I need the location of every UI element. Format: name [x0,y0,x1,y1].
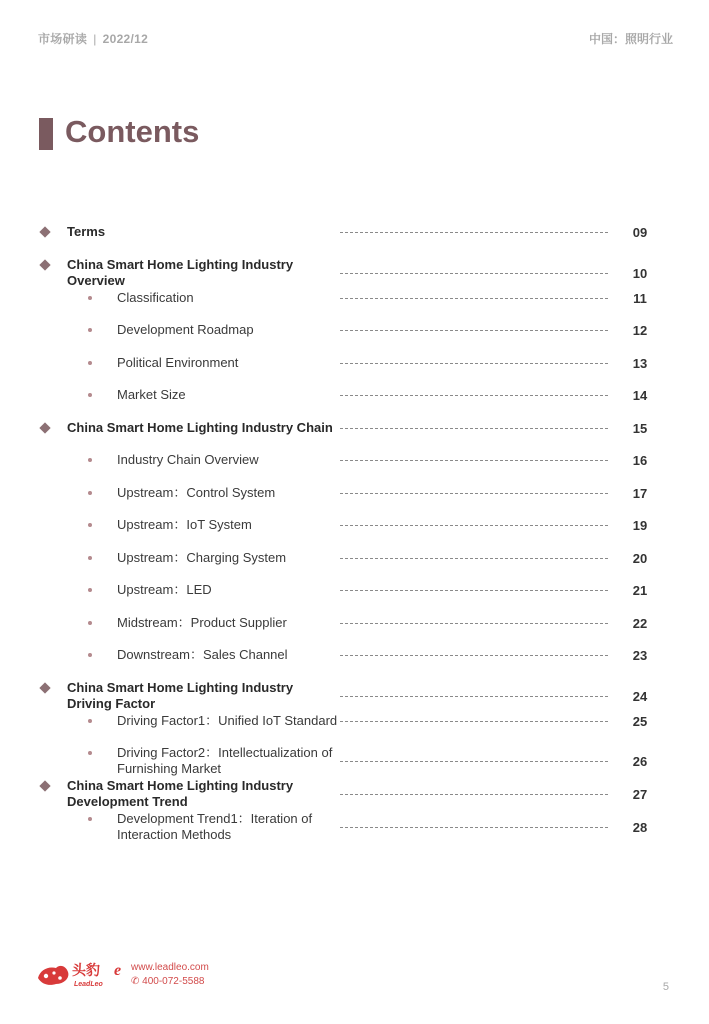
header-date: 2022/12 [102,32,149,46]
toc-subsection[interactable] [0,647,709,680]
toc-label [117,550,286,566]
toc-label [117,647,288,663]
dotted-leader [340,827,608,828]
toc-label [117,713,337,729]
dotted-leader [340,493,608,494]
toc-section[interactable] [0,778,709,811]
dot-bullet-icon [88,393,92,397]
dot-bullet-icon [88,588,92,592]
toc-label-line: Upstream：IoT System [117,517,252,532]
toc-label [67,420,333,436]
toc-subsection[interactable] [0,713,709,746]
website-link[interactable]: www.leadleo.com [131,962,209,973]
toc-subsection[interactable] [0,745,709,778]
dotted-leader [340,721,608,722]
dotted-leader [340,232,608,233]
toc-label-line: China Smart Home Lighting Industry [67,679,294,695]
toc-label [67,257,293,289]
toc-section[interactable] [0,224,709,257]
toc-label-line: China Smart Home Lighting Industry [67,256,294,272]
toc-label [117,485,275,501]
diamond-bullet-icon [39,780,50,791]
dot-bullet-icon [88,491,92,495]
toc-label-line: Interaction Methods [117,827,232,842]
toc-page-number: 12 [632,323,648,338]
toc-subsection[interactable] [0,452,709,485]
toc-page-number: 25 [632,713,648,729]
toc-label-line: Development Trend1：Iteration of [117,811,313,826]
toc-label-line: Driving Factor1：Unified IoT Standard [117,712,338,728]
toc-page-number: 28 [632,820,648,835]
toc-page-number: 20 [632,550,648,566]
toc-subsection[interactable] [0,550,709,583]
toc-label-line: Development Trend [67,794,188,809]
dot-bullet-icon [88,523,92,527]
toc-label-line: Upstream：LED [117,582,212,597]
toc-label-line: Market Size [117,387,186,402]
dot-bullet-icon [88,653,92,657]
diamond-bullet-icon [39,259,50,270]
toc-subsection[interactable] [0,485,709,518]
toc-label-line: Upstream：Control System [117,484,276,500]
toc-label-line: Terms [67,224,106,239]
toc-page-number: 26 [632,754,648,769]
toc-subsection[interactable] [0,811,709,844]
dotted-leader [340,761,608,762]
toc-label-line: Industry Chain Overview [117,452,259,467]
toc-label [117,517,252,533]
dot-bullet-icon [88,719,92,723]
diamond-bullet-icon [39,682,50,693]
toc-label [117,811,312,843]
toc-label [117,322,254,338]
toc-label [67,680,293,712]
dotted-leader [340,428,608,429]
toc-page-number: 13 [632,355,648,371]
dotted-leader [340,590,608,591]
toc-label [117,290,194,306]
leopard-icon [38,966,68,985]
leadleo-logo [36,958,128,990]
toc-page-number: 27 [632,787,648,802]
toc-subsection[interactable] [0,582,709,615]
header-industry: 中国：照明行业 [588,32,673,46]
dotted-leader [340,696,608,697]
toc-page-number: 17 [632,485,648,501]
dotted-leader [340,794,608,795]
toc-label-line: Furnishing Market [117,761,222,776]
title-accent-bar [39,118,53,150]
toc-label [117,582,212,598]
toc-subsection[interactable] [0,387,709,420]
toc-page-number: 21 [632,583,648,598]
dot-bullet-icon [88,817,92,821]
toc-subsection[interactable] [0,290,709,323]
toc-page-number: 11 [633,290,647,306]
page-title: Contents [65,114,200,149]
toc-label-line: Development Roadmap [117,322,254,337]
toc-label [117,387,186,403]
toc-page-number: 19 [632,518,648,533]
toc-label-line: Driving Factor [67,695,156,711]
diamond-bullet-icon [39,226,50,237]
dotted-leader [340,460,608,461]
dotted-leader [340,558,608,559]
toc-label-line: Downstream：Sales Channel [117,647,288,662]
logo-e-mark: e [114,962,122,979]
dot-bullet-icon [88,296,92,300]
toc-label-line: Driving Factor2：Intellectualization of [117,745,333,760]
logo-subtext: LeadLeo [74,981,103,988]
toc-page-number: 23 [632,648,648,663]
page-number: 5 [662,981,669,993]
toc-section[interactable] [0,680,709,713]
toc-page-number: 09 [632,225,648,240]
toc-label-line: China Smart Home Lighting Industry Chain [67,419,333,435]
toc-label-line: Upstream：Charging System [117,549,287,565]
phone-number: 400-072-5588 [142,976,205,987]
toc-label-line: Overview [67,272,125,288]
toc-page-number: 24 [632,688,648,704]
dotted-leader [340,623,608,624]
header-report-type: 市场研读 [38,32,88,46]
phone-icon: ✆ [131,976,143,987]
toc-subsection[interactable] [0,517,709,550]
toc-subsection[interactable] [0,322,709,355]
dotted-leader [340,330,608,331]
toc-section[interactable] [0,257,709,290]
toc-page-number: 15 [632,420,648,436]
toc-label [67,224,105,240]
toc-page-number: 10 [632,265,648,281]
toc-page-number: 22 [632,615,648,631]
dotted-leader [340,395,608,396]
toc-label-line: Political Environment [117,354,239,370]
dot-bullet-icon [88,458,92,462]
footer-contact [131,961,209,989]
dotted-leader [340,363,608,364]
dot-bullet-icon [88,328,92,332]
toc-subsection[interactable] [0,615,709,648]
toc-label-line: Midstream：Product Supplier [117,614,287,630]
dotted-leader [340,298,608,299]
toc-label-line: Classification [117,289,194,305]
diamond-bullet-icon [39,422,50,433]
dotted-leader [340,273,608,274]
toc-subsection[interactable] [0,355,709,388]
toc-label [117,745,332,777]
dot-bullet-icon [88,751,92,755]
dot-bullet-icon [88,361,92,365]
toc-label [117,615,287,631]
dot-bullet-icon [88,621,92,625]
dot-bullet-icon [88,556,92,560]
dotted-leader [340,525,608,526]
toc-page-number: 14 [632,388,648,403]
logo-text: 头豹 [72,963,100,979]
header-left [38,30,148,47]
phone-line [131,975,209,989]
toc-label [117,355,238,371]
toc-page-number: 16 [632,453,648,468]
dotted-leader [340,655,608,656]
toc-section[interactable] [0,420,709,453]
toc-label [117,452,259,468]
toc-label-line: China Smart Home Lighting Industry [67,778,294,793]
header-separator: | [93,32,97,46]
toc-label [67,778,293,810]
